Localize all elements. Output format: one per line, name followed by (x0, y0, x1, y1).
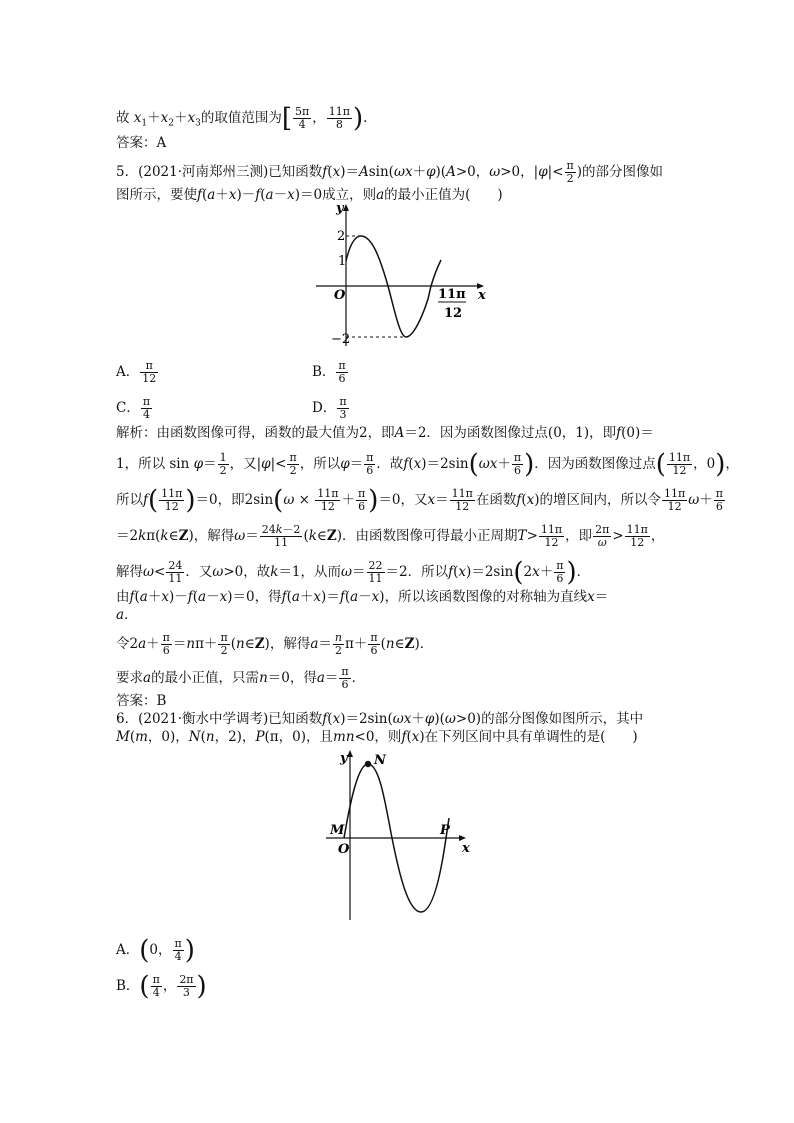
q5-line2: 图所示，要使f(a＋x)－f(a－x)＝0成立，则a的最小正值为( ) (116, 187, 503, 203)
text-line-range: 故 $x_1+x_2+x_3$的取值范围为[ $\frac{5\pi}{4}$ ， $\frac{11\pi}{8}$ ). (116, 103, 368, 134)
solution-line-6: 由f(a＋x)－f(a－x)＝0，得f(a＋x)＝f(a－x)，所以该函数图像的对称轴为直线x＝ (116, 589, 609, 605)
q6-option-b[interactable]: B．( $\frac{\pi}{4}$ ， $\frac{2\pi}{3}$ ) (116, 971, 207, 1002)
point-m-label: M (330, 823, 345, 838)
origin-label: O (338, 842, 350, 857)
x-tick-den: 12 (444, 306, 463, 321)
point-n-label: N (374, 753, 386, 768)
answer-1: 答案：A (116, 135, 167, 151)
answer-2: 答案：B (116, 693, 167, 709)
point-p-label: P (440, 823, 450, 838)
q6-option-a[interactable]: A．(0， $\frac{\pi}{4}$ ) (116, 935, 195, 966)
solution-line-5: 解得ω< $\frac{24}{11}$ ．又ω>0，故k＝1，从而ω＝ $\frac{22}{11}$ ＝2．所以f(x)＝2sin(2x＋ $\frac{\pi}{6}$ )． (116, 557, 591, 588)
q5-option-a[interactable]: A． $\frac{\pi}{12}$ (116, 359, 157, 385)
solution-line-9: 要求a的最小正值，只需n＝0，得a＝ $\frac{\pi}{6}$ ． (116, 665, 366, 691)
q5-option-c[interactable]: C． $\frac{\pi}{4}$ (116, 395, 151, 421)
q6-line1: 6．(2021·衡水中学调考)已知函数f(x)＝2sin(ωx＋φ)(ω>0)的部分图像如图所示，其中 (116, 711, 644, 727)
q5-line1: 5．(2021·河南郑州三测)已知函数f(x)＝Asin(ωx＋φ)(A>0，ω>0，|φ|< $\frac{\pi}{2}$ )的部分图像如 (116, 159, 664, 185)
solution-line-2: 1，所以 sin φ＝ $\frac{1}{2}$ ，又|φ|< $\frac{\pi}{2}$ ，所以φ＝ $\frac{\pi}{6}$ ．故f(x)＝2sin(ωx＋ $\frac{\pi}{6}$ )．因为函数图像过点( $\frac{11\pi}{12}$ ，0)， (116, 449, 739, 480)
tick-neg2: −2 (331, 332, 351, 347)
origin-label: O (334, 288, 346, 303)
graph-q6 (322, 748, 482, 923)
solution-line-4: ＝2kπ(k∈Z)，解得ω＝ $\frac{24k-2}{11}$ (k∈Z)．由函数图像可得最小正周期T> $\frac{11\pi}{12}$ ，即 $\frac{2\pi}{\omega}$ > $\frac{11\pi}{12}$ ， (116, 523, 665, 549)
solution-line-8: 令2a＋ $\frac{\pi}{6}$ ＝nπ＋ $\frac{\pi}{2}$ (n∈Z)，解得a＝ $\frac{n}{2}$ π＋ $\frac{\pi}{6}$ (n∈Z)． (116, 631, 434, 657)
tick-2: 2 (337, 229, 346, 244)
y-label: y (336, 201, 344, 216)
q6-line2: M(m，0)，N(n，2)，P(π，0)，且mn<0，则f(x)在下列区间中具有单调性的是( ) (116, 729, 638, 745)
solution-line-1: 解析：由函数图像可得，函数的最大值为2，即A＝2．因为函数图像过点(0，1)，即f(0)＝ (116, 425, 654, 441)
y-arrow (343, 204, 349, 211)
x-label: x (478, 288, 486, 303)
solution-line-3: 所以f( $\frac{11\pi}{12}$ )＝0，即2sin(ω × $\frac{11\pi}{12}$ ＋ $\frac{\pi}{6}$ )＝0，又x＝ $\frac{11\pi}{12}$ 在函数f(x)的增区间内，所以令 $\frac{11\pi}{12}$ ω＋ $\frac{\pi}{6}$ (116, 485, 723, 516)
solution-line-7: a． (116, 607, 138, 623)
graph-q5 (300, 198, 500, 348)
x-label: x (462, 841, 470, 856)
q5-option-b[interactable]: B． $\frac{\pi}{6}$ (312, 359, 346, 385)
tick-1: 1 (338, 254, 347, 269)
y-arrow (347, 750, 353, 757)
x-tick-num: 11π (438, 287, 466, 302)
q5-option-d[interactable]: D． $\frac{\pi}{3}$ (312, 395, 347, 421)
y-label: y (340, 751, 348, 766)
